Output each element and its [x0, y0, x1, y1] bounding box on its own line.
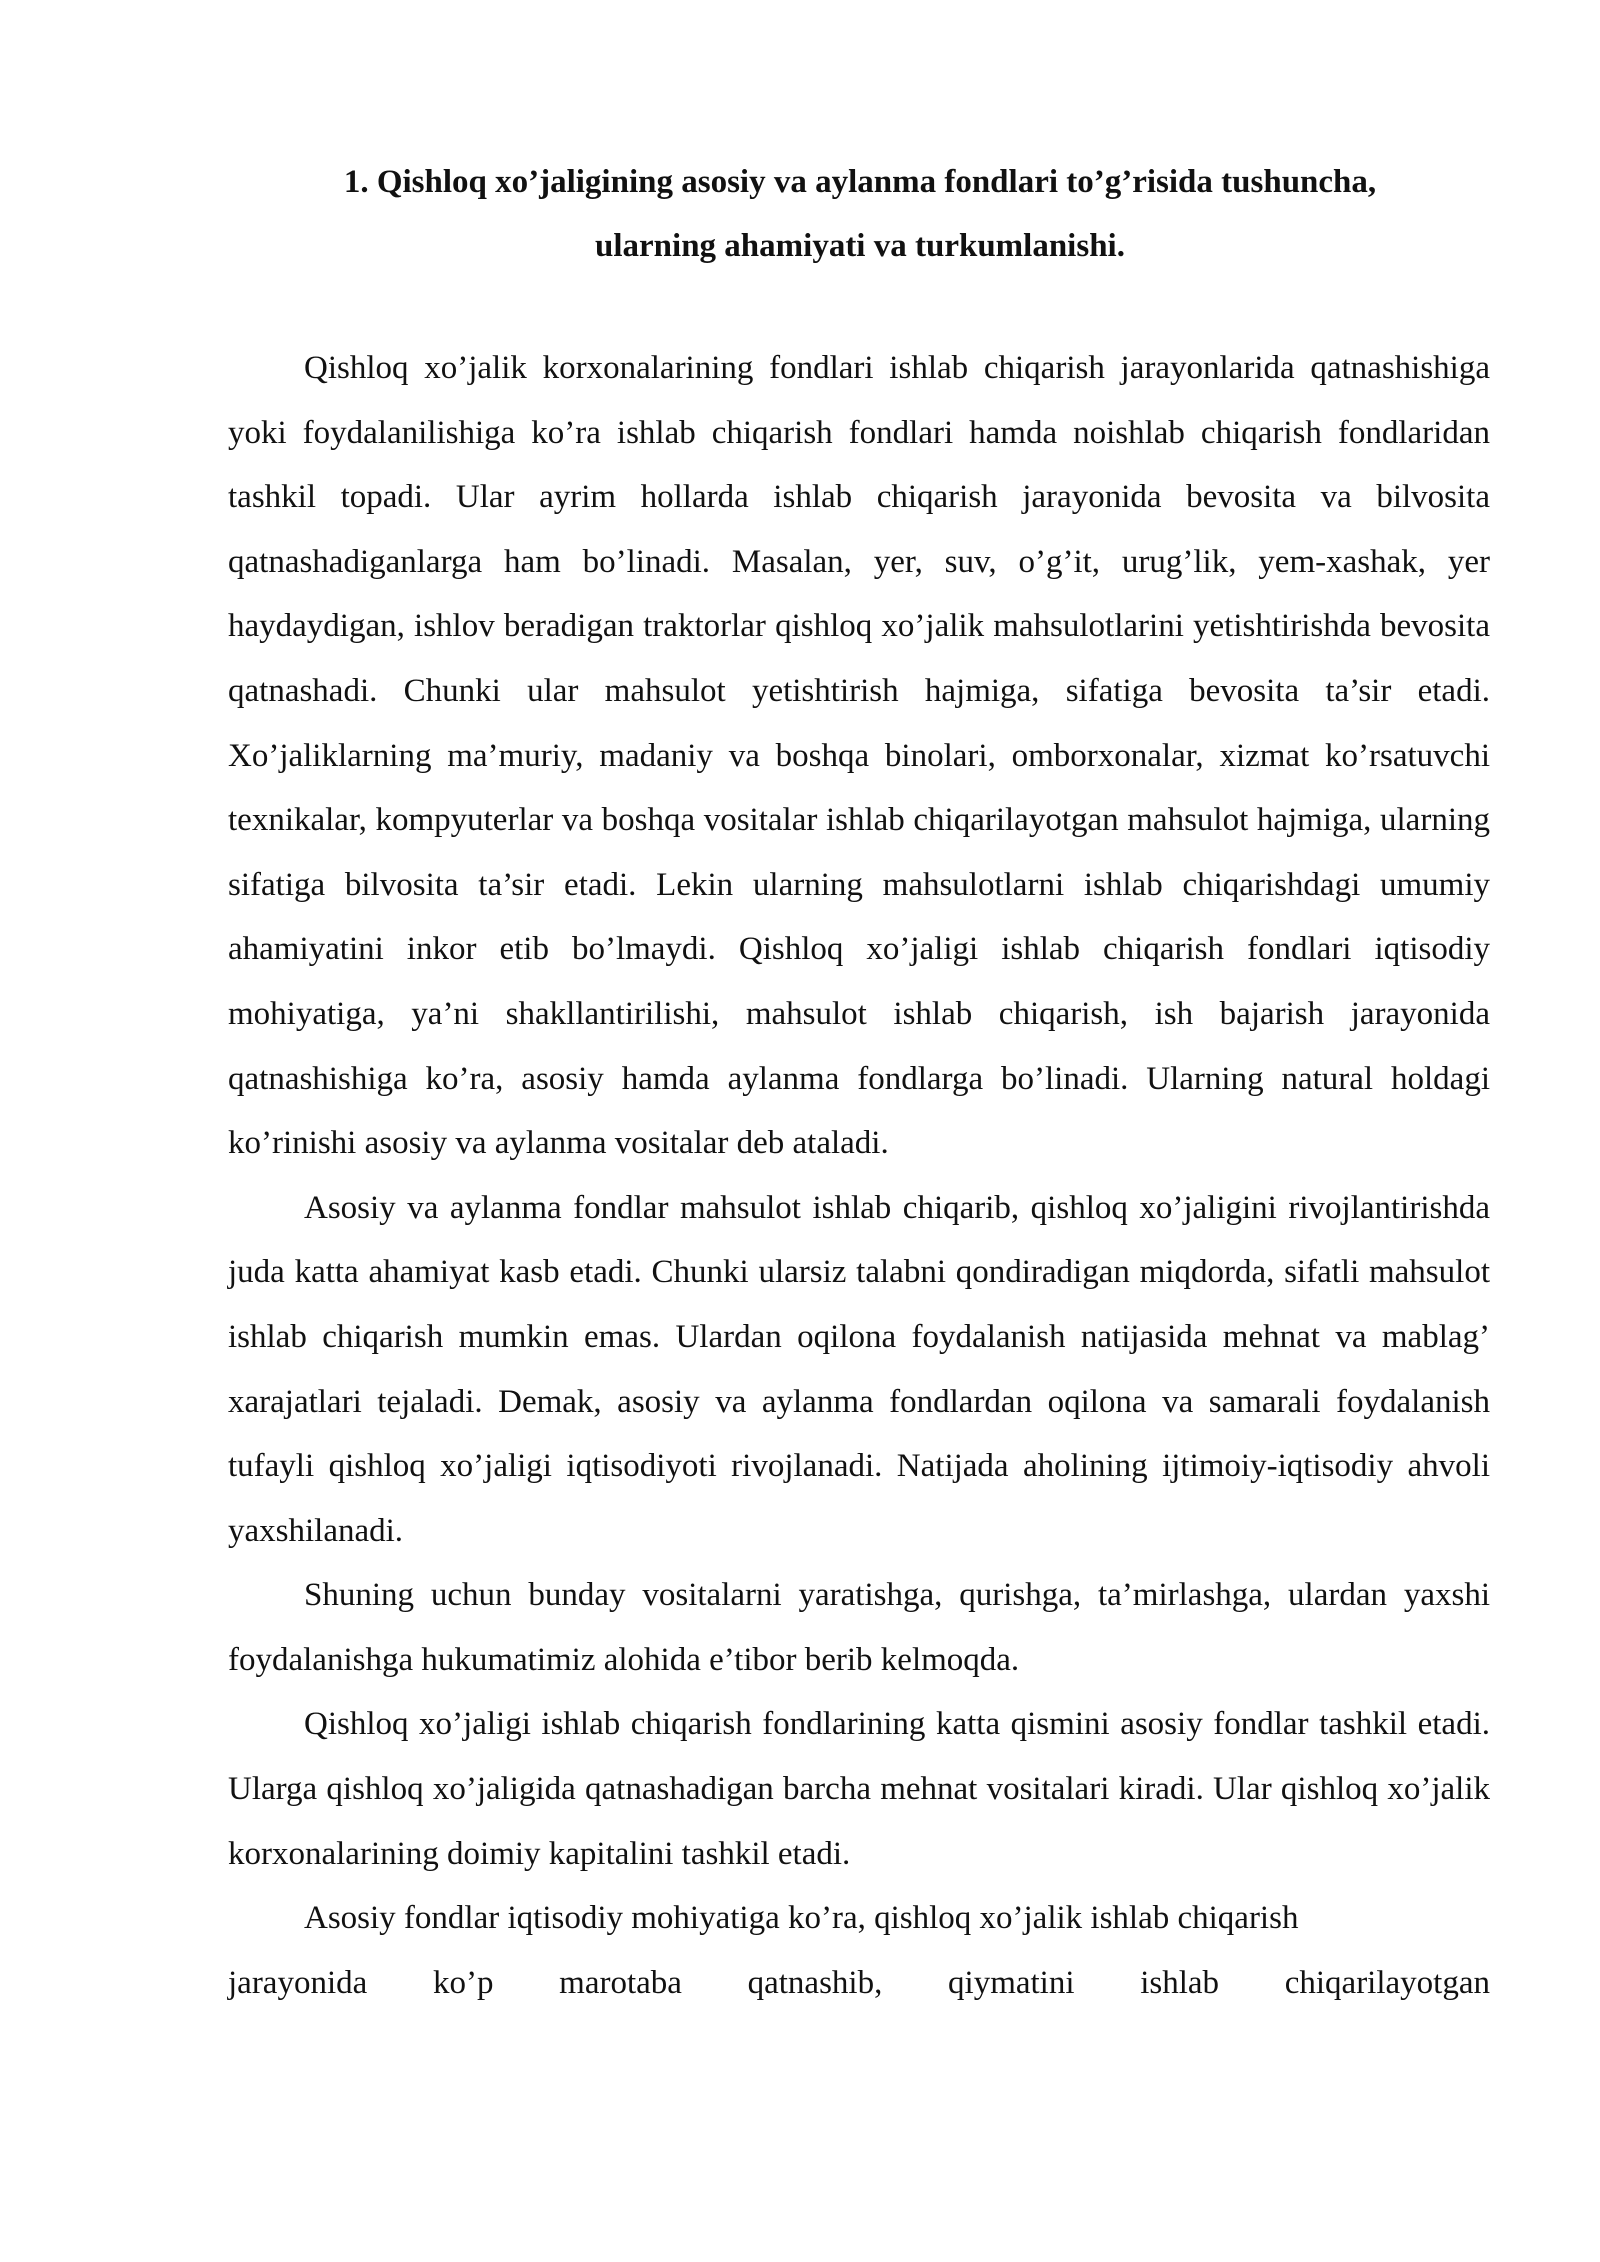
- body-text: [228, 336, 1490, 2015]
- paragraph-fixed-funds: Qishloq xo’jaligi ishlab chiqarish fondlarining katta qismini asosiy fondlar tashkil etadi. Ularga qishloq xo’jaligida qatnashadigan barcha mehnat vositalari kiradi. Ular qishloq xo’jalik korxonalarining doimiy kapitalini tashkil etadi.: [228, 1706, 1490, 1872]
- paragraph-fund-importance: Asosiy va aylanma fondlar mahsulot ishlab chiqarib, qishloq xo’jaligini rivojlantirishda juda katta ahamiyat kasb etadi. Chunki ularsiz talabni qondiradigan miqdorda, sifatli mahsulot ishlab chiqarish mumkin emas. Ulardan oqilona foydalanish natijasida mehnat va mablag’ xarajatlari tejaladi. Demak, asosiy va aylanma fondlardan oqilona va samarali foydalanish tufayli qishloq xo’jaligi iqtisodiyoti rivojlanadi. Natijada aholining ijtimoiy-iqtisodiy ahvoli yaxshilanadi.: [228, 1189, 1490, 1549]
- paragraph-fund-types: Qishloq xo’jalik korxonalarining fondlari ishlab chiqarish jarayonlarida qatnashishiga yoki foydalanilishiga ko’ra ishlab chiqarish fondlari hamda noishlab chiqarish fondlaridan tashkil topadi. Ular ayrim hollarda ishlab chiqarish jarayonida bevosita va bilvosita qatnashadiganlarga ham bo’linadi. Masalan, yer, suv, o’g’it, urug’lik, yem-xashak, yer haydaydigan, ishlov beradigan traktorlar qishloq xo’jalik mahsulotlarini yetishtirishda bevosita qatnashadi. Chunki ular mahsulot yetishtirish hajmiga, sifatiga bevosita ta’sir etadi. Xo’jaliklarning ma’muriy, madaniy va boshqa binolari, omborxonalar, xizmat ko’rsatuvchi texnikalar, kompyuterlar va boshqa vositalar ishlab chiqarilayotgan mahsulot hajmiga, ularning sifatiga bilvosita ta’sir etadi. Lekin ularning mahsulotlarni ishlab chiqarishdagi umumiy ahamiyatini inkor etib bo’lmaydi. Qishloq xo’jaligi ishlab chiqarish fondlari iqtisodiy mohiyatiga, ya’ni shakllantirilishi, mahsulot ishlab chiqarish, ish bajarish jarayonida qatnashishiga ko’ra, asosiy hamda aylanma fondlarga bo’linadi. Ularning natural holdagi ko’rinishi asosiy va aylanma vositalar deb ataladi.: [228, 350, 1490, 1162]
- section-heading-line-2: ularning ahamiyati va turkumlanishi.: [595, 228, 1125, 264]
- section-heading: [230, 150, 1490, 278]
- paragraph-continuation-line: jarayonida ko’p marotaba qatnashib, qiymatini ishlab chiqarilayotgan: [228, 1964, 1490, 2001]
- paragraph-fixed-funds-essence: Asosiy fondlar iqtisodiy mohiyatiga ko’ra, qishloq xo’jalik ishlab chiqarish: [304, 1900, 1299, 1937]
- paragraph-government-attention: Shuning uchun bunday vositalarni yaratishga, qurishga, ta’mirlashga, ulardan yaxshi foydalanishga hukumatimiz alohida e’tibor berib kelmoqda.: [228, 1577, 1490, 1678]
- section-heading-line-1: 1. Qishloq xo’jaligining asosiy va aylanma fondlari to’g’risida tushuncha,: [343, 164, 1377, 200]
